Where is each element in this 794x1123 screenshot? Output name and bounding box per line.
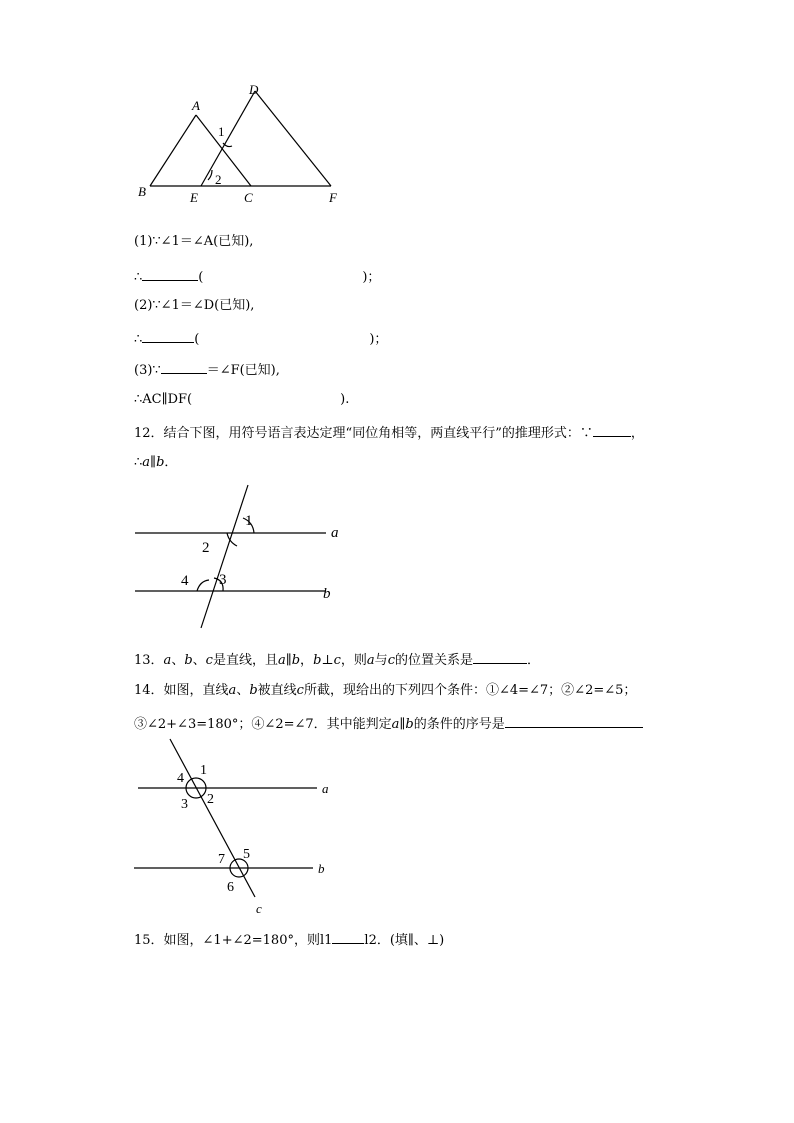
transversal-line: [201, 485, 248, 628]
label-4: 4: [181, 573, 189, 589]
q12-line-1: 12．结合下图，用符号语言表达定理“同位角相等，两直线平行”的推理形式：∵ ，: [134, 423, 644, 443]
q12-line-2: ∴a∥b．: [134, 455, 178, 470]
q15-line: 15．如图，∠1+∠2=180°，则l1 l2．(填∥、⊥): [134, 930, 444, 950]
label-a: A: [192, 98, 200, 113]
q14-line-1: 14．如图，直线a、b被直线c所截，现给出的下列四个条件：①∠4=∠7；②∠2=∠5；: [134, 683, 637, 698]
q11-line-2: ∴ ( )；: [134, 267, 380, 287]
label-5: 5: [243, 847, 250, 862]
label-a: a: [331, 525, 339, 541]
q11-line-3: (2)∵∠1＝∠D(已知),: [134, 298, 255, 313]
triangle-figure: [130, 80, 360, 210]
label-c: C: [244, 190, 253, 205]
label-angle-1: 1: [218, 124, 225, 139]
label-b: b: [318, 861, 325, 876]
segment-ab: [150, 115, 196, 186]
angle-4-arc: [197, 580, 209, 591]
label-1: 1: [200, 763, 207, 778]
label-1: 1: [245, 513, 253, 529]
label-angle-2: 2: [215, 172, 222, 187]
label-2: 2: [207, 792, 214, 807]
q13-line: 13．a、b、c是直线，且a∥b，b⊥c，则a与c的位置关系是 ．: [134, 650, 540, 670]
label-d: D: [249, 82, 259, 97]
line-c: [170, 739, 255, 897]
label-7: 7: [218, 852, 225, 867]
answer-blank[interactable]: [593, 423, 631, 437]
answer-blank[interactable]: [161, 360, 207, 374]
label-4: 4: [177, 771, 184, 786]
segment-df: [255, 91, 331, 186]
answer-blank[interactable]: [505, 714, 643, 728]
q11-line-4: ∴ ( )；: [134, 329, 387, 349]
answer-blank[interactable]: [142, 329, 194, 343]
parallel-lines-figure-1: [130, 480, 350, 635]
label-2: 2: [202, 540, 210, 556]
q11-line-1: (1)∵∠1＝∠A(已知),: [134, 234, 254, 249]
label-f: F: [329, 190, 337, 205]
label-a: a: [322, 781, 329, 796]
label-b: B: [138, 184, 146, 199]
q11-line-5: (3)∵ ＝∠F(已知),: [134, 360, 280, 380]
label-3: 3: [181, 797, 188, 812]
label-c: c: [256, 901, 262, 916]
label-e: E: [190, 190, 198, 205]
q11-line-6: ∴AC∥DF( ).: [134, 392, 350, 407]
segment-de: [201, 91, 255, 186]
answer-blank[interactable]: [332, 930, 364, 944]
q14-line-2: ③∠2+∠3=180°；④∠2=∠7．其中能判定a∥b的条件的序号是: [134, 714, 643, 734]
answer-blank[interactable]: [473, 650, 527, 664]
parallel-lines-figure-2: [130, 735, 345, 920]
label-b: b: [323, 586, 331, 602]
answer-blank[interactable]: [142, 267, 198, 281]
label-3: 3: [219, 572, 227, 588]
label-6: 6: [227, 880, 234, 895]
